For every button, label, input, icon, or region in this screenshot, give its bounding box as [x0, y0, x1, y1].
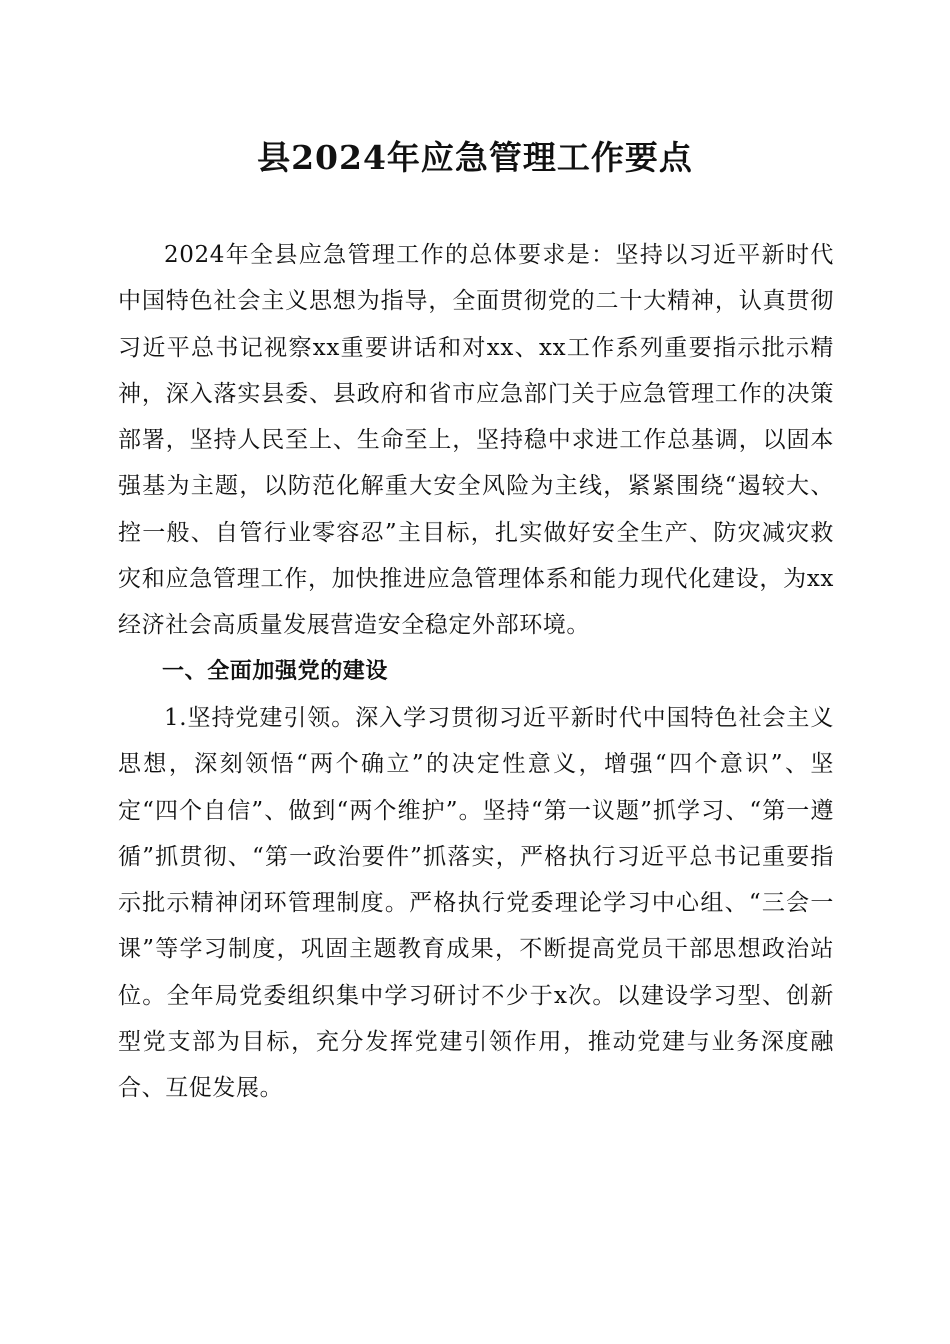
item-paragraph-1: 1.坚持党建引领。深入学习贯彻习近平新时代中国特色社会主义思想，深刻领悟“两个确立”的决定性意义，增强“四个意识”、坚定“四个自信”、做到“两个维护”。坚持“第一议题”抓学习、“第一遵循”抓贯彻、“第一政治要件”抓落实，严格执行习近平总书记重要指示批示精神闭环管理制度。严格执行党委理论学习中心组、“三会一课”等学习制度，巩固主题教育成果，不断提高党员干部思想政治站位。全年局党委组织集中学习研讨不少于x次。以建设学习型、创新型党支部为目标，充分发挥党建引领作用，推动党建与业务深度融合、互促发展。 — [118, 704, 834, 1102]
intro-paragraph: 2024年全县应急管理工作的总体要求是：坚持以习近平新时代中国特色社会主义思想为指导，全面贯彻党的二十大精神，认真贯彻习近平总书记视察xx重要讲话和对xx、xx工作系列重要指示批示精神，深入落实县委、县政府和省市应急部门关于应急管理工作的决策部署，坚持人民至上、生命至上，坚持稳中求进工作总基调，以固本强基为主题，以防范化解重大安全风险为主线，紧紧围绕“遏较大、控一般、自管行业零容忍”主目标，扎实做好安全生产、防灾减灾救灾和应急管理工作，加快推进应急管理体系和能力现代化建设，为xx经济社会高质量发展营造安全稳定外部环境。 — [118, 242, 834, 639]
document-title: 县2024年应急管理工作要点 — [257, 138, 693, 177]
document-body — [118, 232, 834, 1112]
section-heading-party-building: 一、全面加强党的建设 — [162, 658, 389, 684]
